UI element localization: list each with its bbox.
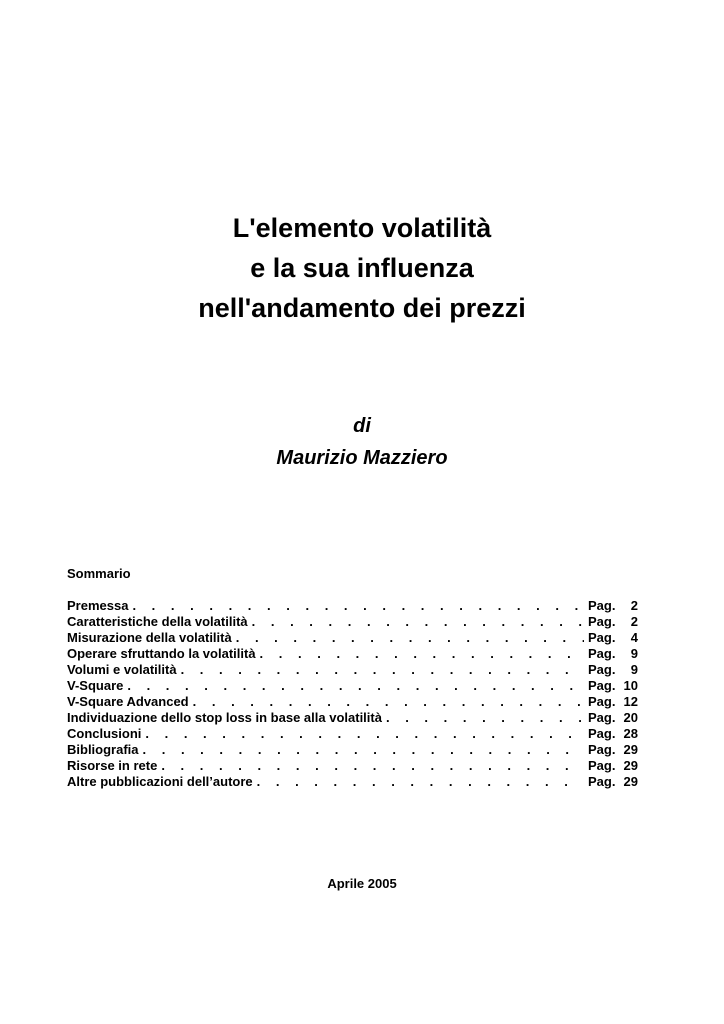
toc-entry [67, 662, 638, 678]
toc-page-label: Pag. [588, 774, 616, 789]
toc-entry-title: V-Square Advanced [67, 694, 189, 709]
toc-page-ref [588, 630, 638, 646]
toc-page-ref [588, 646, 638, 662]
toc-leader-dots [236, 630, 584, 646]
toc-entry [67, 598, 638, 614]
toc-leader-dots [260, 646, 584, 662]
toc-entry [67, 726, 638, 742]
toc-entry [67, 758, 638, 774]
toc-page-ref [588, 758, 638, 774]
toc-entry [67, 774, 638, 790]
document-title [0, 208, 724, 328]
toc-entry [67, 678, 638, 694]
title-line-2: e la sua influenza [250, 253, 474, 283]
toc-entry [67, 630, 638, 646]
toc-page-ref [588, 710, 638, 726]
toc-entry [67, 646, 638, 662]
toc-page-label: Pag. [588, 758, 616, 773]
toc-entry [67, 694, 638, 710]
toc-page-number: 20 [623, 710, 638, 725]
toc-page-ref [588, 678, 638, 694]
toc-page-number: 9 [630, 662, 638, 677]
byline-prefix: di [353, 415, 371, 437]
toc-page-label: Pag. [588, 726, 616, 741]
toc-leader-dots [252, 614, 584, 630]
summary-heading: Sommario [67, 566, 131, 581]
toc-page-ref [588, 774, 638, 790]
toc-entry-title: Misurazione della volatilità [67, 630, 232, 645]
title-line-1: L'elemento volatilità [232, 213, 492, 243]
toc-entry-title: Altre pubblicazioni dell’autore [67, 774, 253, 789]
toc-leader-dots [386, 710, 584, 726]
toc-page-number: 2 [630, 614, 638, 629]
toc-page-ref [588, 662, 638, 678]
toc-page-number: 29 [623, 758, 638, 773]
toc-page-label: Pag. [588, 710, 616, 725]
toc-page-number: 29 [623, 774, 638, 789]
author-name: Maurizio Mazziero [276, 447, 448, 469]
toc-page-label: Pag. [588, 614, 616, 629]
toc-page-ref [588, 726, 638, 742]
author-byline [0, 410, 724, 474]
toc-entry-title: Conclusioni [67, 726, 142, 741]
toc-leader-dots [257, 774, 584, 790]
toc-entry-title: Premessa [67, 598, 129, 613]
toc-leader-dots [143, 742, 584, 758]
toc-page-label: Pag. [588, 598, 616, 613]
toc-page-number: 4 [630, 630, 638, 645]
toc-page-ref [588, 598, 638, 614]
table-of-contents [67, 598, 638, 790]
toc-page-number: 10 [623, 678, 638, 693]
toc-page-label: Pag. [588, 694, 616, 709]
toc-page-ref [588, 742, 638, 758]
toc-page-number: 2 [630, 598, 638, 613]
toc-entry-title: Volumi e volatilità [67, 662, 177, 677]
publication-date: Aprile 2005 [327, 876, 397, 891]
toc-leader-dots [132, 598, 584, 614]
toc-page-label: Pag. [588, 742, 616, 757]
toc-entry [67, 742, 638, 758]
toc-entry-title: Individuazione dello stop loss in base alla volatilità [67, 710, 382, 725]
toc-entry-title: Bibliografia [67, 742, 139, 757]
toc-page-label: Pag. [588, 662, 616, 677]
toc-page-number: 9 [630, 646, 638, 661]
toc-entry [67, 710, 638, 726]
toc-page-number: 12 [623, 694, 638, 709]
toc-leader-dots [161, 758, 584, 774]
toc-entry [67, 614, 638, 630]
title-line-3: nell'andamento dei prezzi [198, 293, 526, 323]
toc-entry-title: Caratteristiche della volatilità [67, 614, 248, 629]
toc-leader-dots [181, 662, 584, 678]
toc-page-label: Pag. [588, 630, 616, 645]
toc-page-label: Pag. [588, 646, 616, 661]
toc-entry-title: V-Square [67, 678, 124, 693]
toc-entry-title: Risorse in rete [67, 758, 158, 773]
toc-page-label: Pag. [588, 678, 616, 693]
toc-page-ref [588, 694, 638, 710]
toc-page-number: 28 [623, 726, 638, 741]
toc-leader-dots [193, 694, 584, 710]
toc-page-number: 29 [623, 742, 638, 757]
toc-leader-dots [127, 678, 584, 694]
toc-entry-title: Operare sfruttando la volatilità [67, 646, 256, 661]
toc-page-ref [588, 614, 638, 630]
toc-leader-dots [145, 726, 584, 742]
